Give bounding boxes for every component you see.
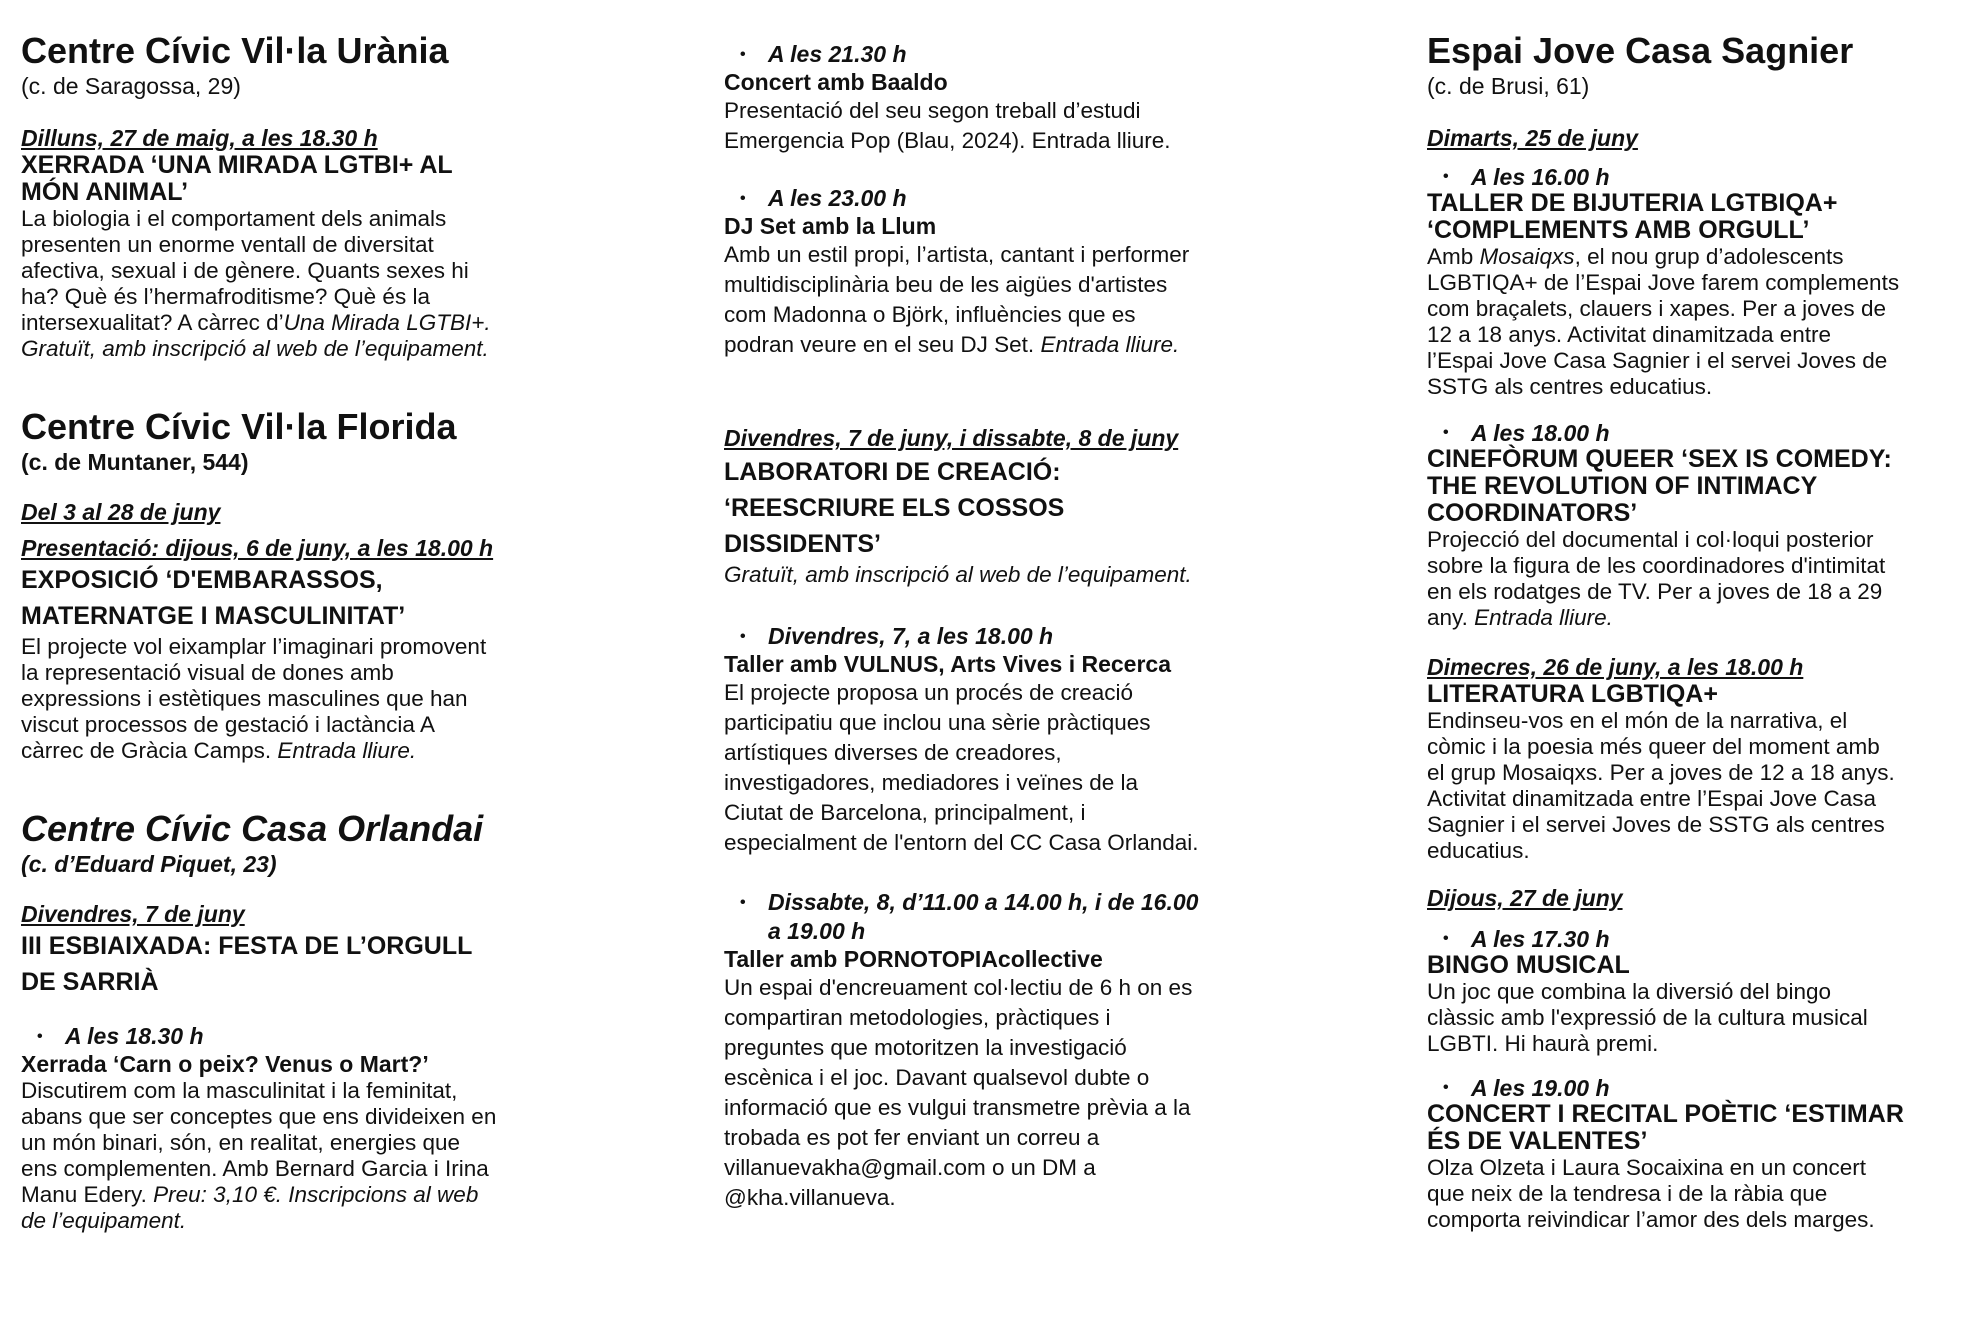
text-line: LGBTIQA+ de l’Espai Jove farem complements xyxy=(1427,270,1900,295)
event-subtitle: Xerrada ‘Carn o peix? Venus o Mart?’ xyxy=(21,1051,429,1077)
event-description xyxy=(1427,1155,1957,1233)
text-line: viscut processos de gestació i lactància A xyxy=(21,712,435,737)
event-title-line: MATERNATGE I MASCULINITAT’ xyxy=(21,602,406,630)
text-line: Activitat dinamitzada entre l’Espai Jove Casa xyxy=(1427,786,1876,811)
text-line: Un joc que combina la diversió del bingo xyxy=(1427,979,1831,1004)
event-time-bullet xyxy=(724,888,1284,946)
text-line: escènica i el joc. Davant qualsevol dubte o xyxy=(724,1065,1150,1090)
event-subtitle: Taller amb VULNUS, Arts Vives i Recerca xyxy=(724,651,1171,677)
text-line: com Madonna o Björk, influències que es xyxy=(724,302,1136,327)
group-name: Mosaiqxs xyxy=(1479,244,1575,269)
text-line: multidisciplinària beu de les aigües d'artistes xyxy=(724,272,1168,297)
text-line: SSTG als centres educatius. xyxy=(1427,374,1713,399)
event-description xyxy=(724,678,1284,858)
text-line: Manu Edery. xyxy=(21,1182,154,1207)
text-line: la representació visual de dones amb xyxy=(21,660,394,685)
venue-title: Centre Cívic Vil·la Florida xyxy=(21,406,457,447)
event-title-line: LABORATORI DE CREACIÓ: xyxy=(724,458,1061,486)
event-title-line: III ESBIAIXADA: FESTA DE L’ORGULL xyxy=(21,932,473,960)
event-description xyxy=(724,240,1284,360)
text-line: Olza Olzeta i Laura Socaixina en un concert xyxy=(1427,1155,1866,1180)
text-line: El projecte proposa un procés de creació xyxy=(724,680,1133,705)
event-description xyxy=(21,1078,561,1234)
event-title xyxy=(21,928,561,1000)
text-line: l’Espai Jove Casa Sagnier i el servei Joves de xyxy=(1427,348,1888,373)
event-title-line: MÓN ANIMAL’ xyxy=(21,178,189,206)
text-line: ens complementen. Amb Bernard Garcia i Irina xyxy=(21,1156,489,1181)
contact-email: villanuevakha@gmail.com o un DM a xyxy=(724,1155,1096,1180)
text-line: Projecció del documental i col·loqui posterior xyxy=(1427,527,1874,552)
venue-title: Centre Cívic Vil·la Urània xyxy=(21,30,449,71)
event-date: Dimecres, 26 de juny, a les 18.00 h xyxy=(1427,654,1804,680)
text-line: investigadores, mediadores i veïnes de la xyxy=(724,770,1138,795)
column-1 xyxy=(21,30,561,1234)
event-title-line: COORDINATORS’ xyxy=(1427,499,1638,527)
event-title xyxy=(724,454,1284,562)
price-note: Preu: 3,10 €. Inscripcions al web xyxy=(153,1182,479,1207)
event-date: Divendres, 7 de juny, i dissabte, 8 de juny xyxy=(724,425,1179,451)
event-title-line: DISSIDENTS’ xyxy=(724,530,881,558)
event-title: LITERATURA LGBTIQA+ xyxy=(1427,680,1718,708)
event-title-line: EXPOSICIÓ ‘D'EMBARASSOS, xyxy=(21,566,383,594)
event-time-line: a 19.00 h xyxy=(768,918,866,944)
event-date: Dilluns, 27 de maig, a les 18.30 h xyxy=(21,125,378,151)
event-time-bullet: • A les 18.30 h xyxy=(21,1022,561,1051)
text-line: Un espai d'encreuament col·lectiu de 6 h on es xyxy=(724,975,1193,1000)
event-description xyxy=(21,206,561,362)
event-time-line: Dissabte, 8, d’11.00 a 14.00 h, i de 16.00 xyxy=(768,889,1199,915)
event-title-line: THE REVOLUTION OF INTIMACY xyxy=(1427,472,1818,500)
text-line: participatiu que inclou una sèrie pràctiques xyxy=(724,710,1151,735)
event-date: Dijous, 27 de juny xyxy=(1427,885,1623,911)
text-line: educatius. xyxy=(1427,838,1530,863)
event-description xyxy=(1427,527,1957,631)
event-description xyxy=(724,96,1284,156)
admission-note: Entrada lliure. xyxy=(277,738,417,763)
event-title-line: ÉS DE VALENTES’ xyxy=(1427,1127,1648,1155)
text-line: un món binari, són, en realitat, energies que xyxy=(21,1130,461,1155)
text-line: afectiva, sexual i de gènere. Quants sexes hi xyxy=(21,258,469,283)
event-date: Divendres, 7 de juny xyxy=(21,901,245,927)
admission-note: Entrada lliure. xyxy=(1040,332,1180,357)
text-line: any. xyxy=(1427,605,1475,630)
text-line: Discutirem com la masculinitat i la feminitat, xyxy=(21,1078,458,1103)
event-title-line: ‘REESCRIURE ELS COSSOS xyxy=(724,494,1065,522)
text-line: trobada es pot fer enviant un correu a xyxy=(724,1125,1100,1150)
text-line: El projecte vol eixamplar l’imaginari promovent xyxy=(21,634,487,659)
venue-title: Espai Jove Casa Sagnier xyxy=(1427,30,1854,71)
event-title xyxy=(1427,446,1957,527)
event-title-line: ‘COMPLEMENTS AMB ORGULL’ xyxy=(1427,216,1810,244)
venue-address: (c. de Brusi, 61) xyxy=(1427,73,1590,99)
text-line: clàssic amb l'expressió de la cultura musical xyxy=(1427,1005,1868,1030)
text-line: La biologia i el comportament dels animals xyxy=(21,206,447,231)
event-title xyxy=(1427,190,1957,244)
price-note: de l’equipament. xyxy=(21,1208,187,1233)
event-title xyxy=(1427,1101,1957,1155)
event-time-bullet: • Divendres, 7, a les 18.00 h xyxy=(724,622,1284,651)
text-line: el grup Mosaiqxs. Per a joves de 12 a 18 anys. xyxy=(1427,760,1895,785)
text-line: preguntes que motoritzen la investigació xyxy=(724,1035,1127,1060)
event-description xyxy=(21,634,561,764)
text-line: Emergencia Pop (Blau, 2024). Entrada lliure. xyxy=(724,128,1171,153)
text-line: compartiran metodologies, pràctiques i xyxy=(724,1005,1111,1030)
organizer-name: Una Mirada LGTBI+. xyxy=(283,310,491,335)
text-line: càrrec de Gràcia Camps. xyxy=(21,738,278,763)
event-time-bullet: • A les 21.30 h xyxy=(724,40,1284,69)
text-line: , el nou grup d’adolescents xyxy=(1574,244,1844,269)
text-line: presenten un enorme ventall de diversitat xyxy=(21,232,434,257)
contact-handle: @kha.villanueva. xyxy=(724,1185,896,1210)
event-date: Del 3 al 28 de juny xyxy=(21,499,221,525)
bullet-icon: • xyxy=(740,894,746,911)
text-line: expressions i estètiques masculines que han xyxy=(21,686,468,711)
event-description xyxy=(724,973,1284,1213)
text-line: que neix de la tendresa i de la ràbia que xyxy=(1427,1181,1828,1206)
event-description xyxy=(1427,979,1957,1057)
event-title xyxy=(21,562,561,634)
event-time-bullet: • A les 18.00 h xyxy=(1427,420,1957,446)
venue-address: (c. d’Eduard Piquet, 23) xyxy=(21,851,277,877)
text-line: còmic i la poesia més queer del moment amb xyxy=(1427,734,1880,759)
text-line: informació que es vulgui transmetre prèvia a la xyxy=(724,1095,1191,1120)
text-line: intersexualitat? A càrrec d’ xyxy=(21,310,284,335)
event-title xyxy=(21,152,561,206)
venue-title: Centre Cívic Casa Orlandai xyxy=(21,808,484,849)
text-line: especialment de l'entorn del CC Casa Orlandai. xyxy=(724,830,1199,855)
column-2 xyxy=(724,40,1284,1213)
text-line: Endinseu-vos en el món de la narrativa, el xyxy=(1427,708,1848,733)
event-date: Dimarts, 25 de juny xyxy=(1427,125,1638,151)
text-line: LGBTI. Hi haurà premi. xyxy=(1427,1031,1659,1056)
event-title-line: CINEFÒRUM QUEER ‘SEX IS COMEDY: xyxy=(1427,445,1892,473)
event-time-bullet: • A les 23.00 h xyxy=(724,184,1284,213)
text-line: en els rodatges de TV. Per a joves de 18 a 29 xyxy=(1427,579,1883,604)
event-title-line: XERRADA ‘UNA MIRADA LGTBI+ AL xyxy=(21,151,453,179)
event-time-bullet: • A les 16.00 h xyxy=(1427,164,1957,190)
venue-address: (c. de Saragossa, 29) xyxy=(21,73,241,99)
event-title-line: TALLER DE BIJUTERIA LGTBIQA+ xyxy=(1427,189,1838,217)
text-line: Sagnier i el servei Joves de SSTG als centres xyxy=(1427,812,1885,837)
text-line: podran veure en el seu DJ Set. xyxy=(724,332,1041,357)
text-line: Amb un estil propi, l’artista, cantant i performer xyxy=(724,242,1190,267)
event-subtitle: Concert amb Baaldo xyxy=(724,69,948,95)
text-line: 12 a 18 anys. Activitat dinamitzada entre xyxy=(1427,322,1831,347)
text-line: ha? Què és l’hermafroditisme? Què és la xyxy=(21,284,430,309)
event-time-bullet: • A les 17.30 h xyxy=(1427,926,1957,952)
text-line: sobre la figura de les coordinadores d'intimitat xyxy=(1427,553,1886,578)
text-line: com braçalets, clauers i xapes. Per a joves de xyxy=(1427,296,1886,321)
column-3 xyxy=(1427,30,1957,1233)
registration-note: Gratuït, amb inscripció al web de l’equipament. xyxy=(21,336,489,361)
event-description xyxy=(1427,244,1957,400)
event-title-line: CONCERT I RECITAL POÈTIC ‘ESTIMAR xyxy=(1427,1100,1904,1128)
registration-note: Gratuït, amb inscripció al web de l’equipament. xyxy=(724,562,1192,587)
event-title: BINGO MUSICAL xyxy=(1427,951,1630,979)
event-title-line: DE SARRIÀ xyxy=(21,968,159,996)
text-line: comporta reivindicar l’amor des dels marges. xyxy=(1427,1207,1875,1232)
event-subtitle: DJ Set amb la Llum xyxy=(724,213,937,239)
admission-note: Entrada lliure. xyxy=(1474,605,1613,630)
text-line: Presentació del seu segon treball d’estudi xyxy=(724,98,1141,123)
venue-address: (c. de Muntaner, 544) xyxy=(21,449,249,475)
text-line: abans que ser conceptes que ens divideixen en xyxy=(21,1104,497,1129)
event-time-bullet: • A les 19.00 h xyxy=(1427,1075,1957,1101)
event-subtitle: Taller amb PORNOTOPIAcollective xyxy=(724,946,1103,972)
event-description xyxy=(1427,708,1957,864)
event-opening-date: Presentació: dijous, 6 de juny, a les 18.00 h xyxy=(21,535,494,561)
text-line: Ciutat de Barcelona, principalment, i xyxy=(724,800,1086,825)
text-line: Amb xyxy=(1427,244,1480,269)
text-line: artístiques diverses de creadores, xyxy=(724,740,1062,765)
